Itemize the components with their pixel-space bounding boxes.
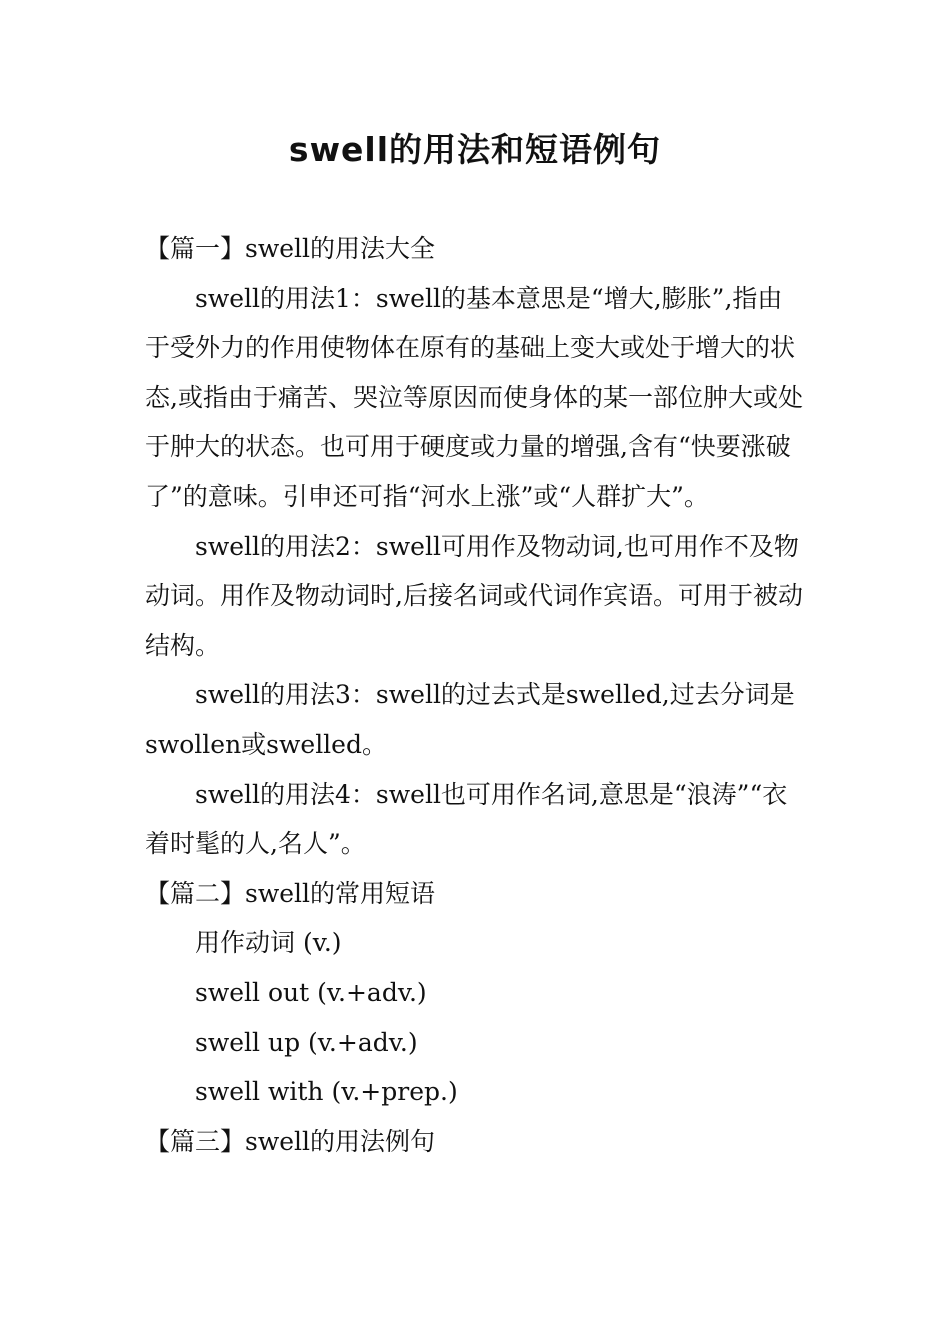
- phrase-line: swell with (v.+prep.): [195, 1077, 458, 1107]
- phrase-line: swell out (v.+adv.): [195, 977, 427, 1007]
- document-body: [145, 224, 807, 1166]
- usage-paragraph-4: swell的用法4：swell也可用作名词,意思是“浪涛”“衣着时髦的人,名人”。: [145, 779, 788, 859]
- phrase-line: 用作动词 (v.): [195, 928, 342, 958]
- section-heading-3: 【篇三】swell的用法例句: [145, 1126, 436, 1156]
- phrase-line: swell up (v.+adv.): [195, 1027, 418, 1057]
- document-title: swell的用法和短语例句: [288, 130, 662, 169]
- section-heading-1: 【篇一】swell的用法大全: [145, 234, 436, 263]
- section-heading-2: 【篇二】swell的常用短语: [145, 878, 436, 908]
- usage-paragraph-3: swell的用法3：swell的过去式是swelled,过去分词是swollen或swelled。: [145, 680, 795, 759]
- usage-paragraph-2: swell的用法2：swell可用作及物动词,也可用作不及物动词。用作及物动词时,后接名词或代词作宾语。可用于被动结构。: [145, 531, 803, 660]
- usage-paragraph-1: swell的用法1：swell的基本意思是“增大,膨胀”,指由于受外力的作用使物体在原有的基础上变大或处于增大的状态,或指由于痛苦、哭泣等原因而使身体的某一部位肿大或处于肿大的状态。也可用于硬度或力量的增强,含有“快要涨破了”的意味。引申还可指“河水上涨”或“人群扩大”。: [145, 283, 803, 511]
